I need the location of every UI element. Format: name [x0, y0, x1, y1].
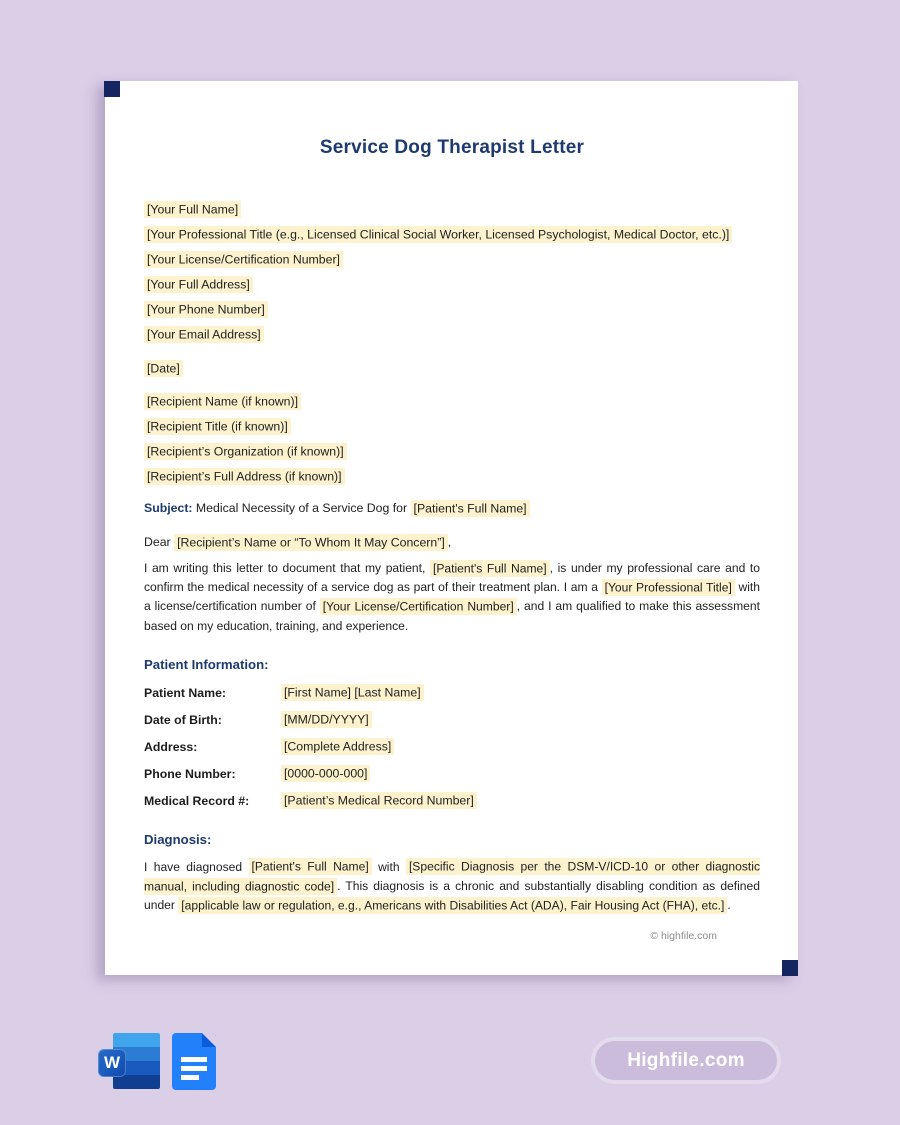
docs-text-line — [181, 1057, 207, 1062]
diagnosis-paragraph — [144, 858, 760, 916]
intro-text: I am writing this letter to document that my patient, — [144, 561, 430, 575]
document-content — [144, 81, 760, 945]
diagnosis-text: . — [727, 898, 731, 913]
subject-line — [144, 500, 760, 517]
table-row — [144, 685, 760, 702]
placeholder-patient-full-name: [Patient's Full Name] — [430, 560, 550, 577]
recipient-line — [144, 468, 760, 485]
placeholder-phone: [0000-000-000] — [281, 765, 370, 782]
salutation-prefix: Dear — [144, 535, 175, 549]
placeholder-date: [Date] — [144, 360, 183, 377]
sender-line — [144, 326, 760, 343]
sender-line — [144, 226, 760, 243]
patient-name-label: Patient Name: — [144, 685, 227, 700]
docs-text-line — [181, 1066, 207, 1071]
address-label: Address: — [144, 739, 198, 754]
placeholder-recipient-or-concern: [Recipient’s Name or “To Whom It May Concern”] — [174, 534, 448, 551]
recipient-line — [144, 418, 760, 435]
diagnosis-text: . This diagnosis is a chronic and substantially disabling condition as defined under — [144, 879, 760, 913]
table-row — [144, 766, 760, 783]
ms-word-icon[interactable] — [98, 1032, 162, 1090]
patient-info-table — [144, 685, 760, 810]
placeholder-specific-diagnosis: [Specific Diagnosis per the DSM-V/ICD-10 or other diagnostic manual, including diagnostic code] — [144, 859, 760, 894]
highfile-button[interactable]: Highfile.com — [591, 1037, 781, 1084]
placeholder-first-last-name: [First Name] [Last Name] — [281, 684, 424, 701]
document-page — [105, 81, 798, 975]
intro-text: , is under my professional care and to confirm the medical necessity of a service dog as part of their treatment plan. I am a — [144, 561, 760, 595]
placeholder-recipient-address: [Recipient’s Full Address (if known)] — [144, 468, 345, 485]
placeholder-your-professional-title: [Your Professional Title] — [602, 579, 735, 596]
placeholder-recipient-title: [Recipient Title (if known)] — [144, 418, 291, 435]
copyright-note: © highfile.com — [650, 930, 717, 943]
placeholder-your-email-address: [Your Email Address] — [144, 326, 264, 343]
patient-information-heading: Patient Information: — [144, 656, 269, 672]
intro-text: with a license/certification number of — [144, 580, 760, 614]
placeholder-your-full-address: [Your Full Address] — [144, 276, 253, 293]
recipient-block — [144, 393, 760, 485]
placeholder-patient-full-name: [Patient's Full Name] — [411, 500, 530, 517]
table-row — [144, 793, 760, 810]
phone-number-label: Phone Number: — [144, 766, 236, 781]
placeholder-medical-record-number: [Patient’s Medical Record Number] — [281, 792, 477, 809]
google-docs-icon[interactable] — [172, 1033, 216, 1090]
intro-paragraph — [144, 559, 760, 636]
medical-record-label: Medical Record #: — [144, 793, 250, 808]
intro-text: , and I am qualified to make this assessment based on my education, training, and experience. — [144, 599, 760, 633]
recipient-line — [144, 393, 760, 410]
corner-accent-bottom-right — [782, 960, 798, 976]
sender-line — [144, 276, 760, 293]
word-letter-badge: W — [98, 1049, 126, 1077]
document-title: Service Dog Therapist Letter — [319, 137, 585, 158]
placeholder-your-professional-title: [Your Professional Title (e.g., Licensed Clinical Social Worker, Licensed Psychologist, Medical Doctor, etc.)] — [144, 226, 732, 243]
recipient-line — [144, 443, 760, 460]
placeholder-your-license-number: [Your License/Certification Number] — [320, 598, 517, 615]
placeholder-recipient-name: [Recipient Name (if known)] — [144, 393, 301, 410]
subject-label: Subject: — [144, 501, 193, 515]
placeholder-your-full-name: [Your Full Name] — [144, 201, 241, 218]
sender-block — [144, 201, 760, 343]
docs-text-line — [181, 1075, 199, 1080]
placeholder-your-phone-number: [Your Phone Number] — [144, 301, 268, 318]
salutation-line — [144, 534, 760, 551]
date-of-birth-label: Date of Birth: — [144, 712, 222, 727]
date-line — [144, 360, 760, 377]
placeholder-complete-address: [Complete Address] — [281, 738, 394, 755]
subject-text: Medical Necessity of a Service Dog for — [192, 501, 411, 515]
salutation-suffix: , — [447, 535, 452, 549]
placeholder-dob: [MM/DD/YYYY] — [281, 711, 372, 728]
placeholder-recipient-organization: [Recipient’s Organization (if known)] — [144, 443, 347, 460]
sender-line — [144, 301, 760, 318]
corner-accent-top-left — [104, 81, 120, 97]
placeholder-patient-full-name: [Patient's Full Name] — [249, 858, 372, 875]
sender-line — [144, 201, 760, 218]
table-row — [144, 712, 760, 729]
diagnosis-text: with — [371, 859, 406, 874]
sender-line — [144, 251, 760, 268]
table-row — [144, 739, 760, 756]
diagnosis-text: I have diagnosed — [144, 859, 249, 874]
diagnosis-heading: Diagnosis: — [144, 831, 212, 847]
placeholder-applicable-law: [applicable law or regulation, e.g., Americans with Disabilities Act (ADA), Fair Housing Act (FHA), etc.] — [178, 897, 727, 914]
placeholder-your-license-number: [Your License/Certification Number] — [144, 251, 343, 268]
